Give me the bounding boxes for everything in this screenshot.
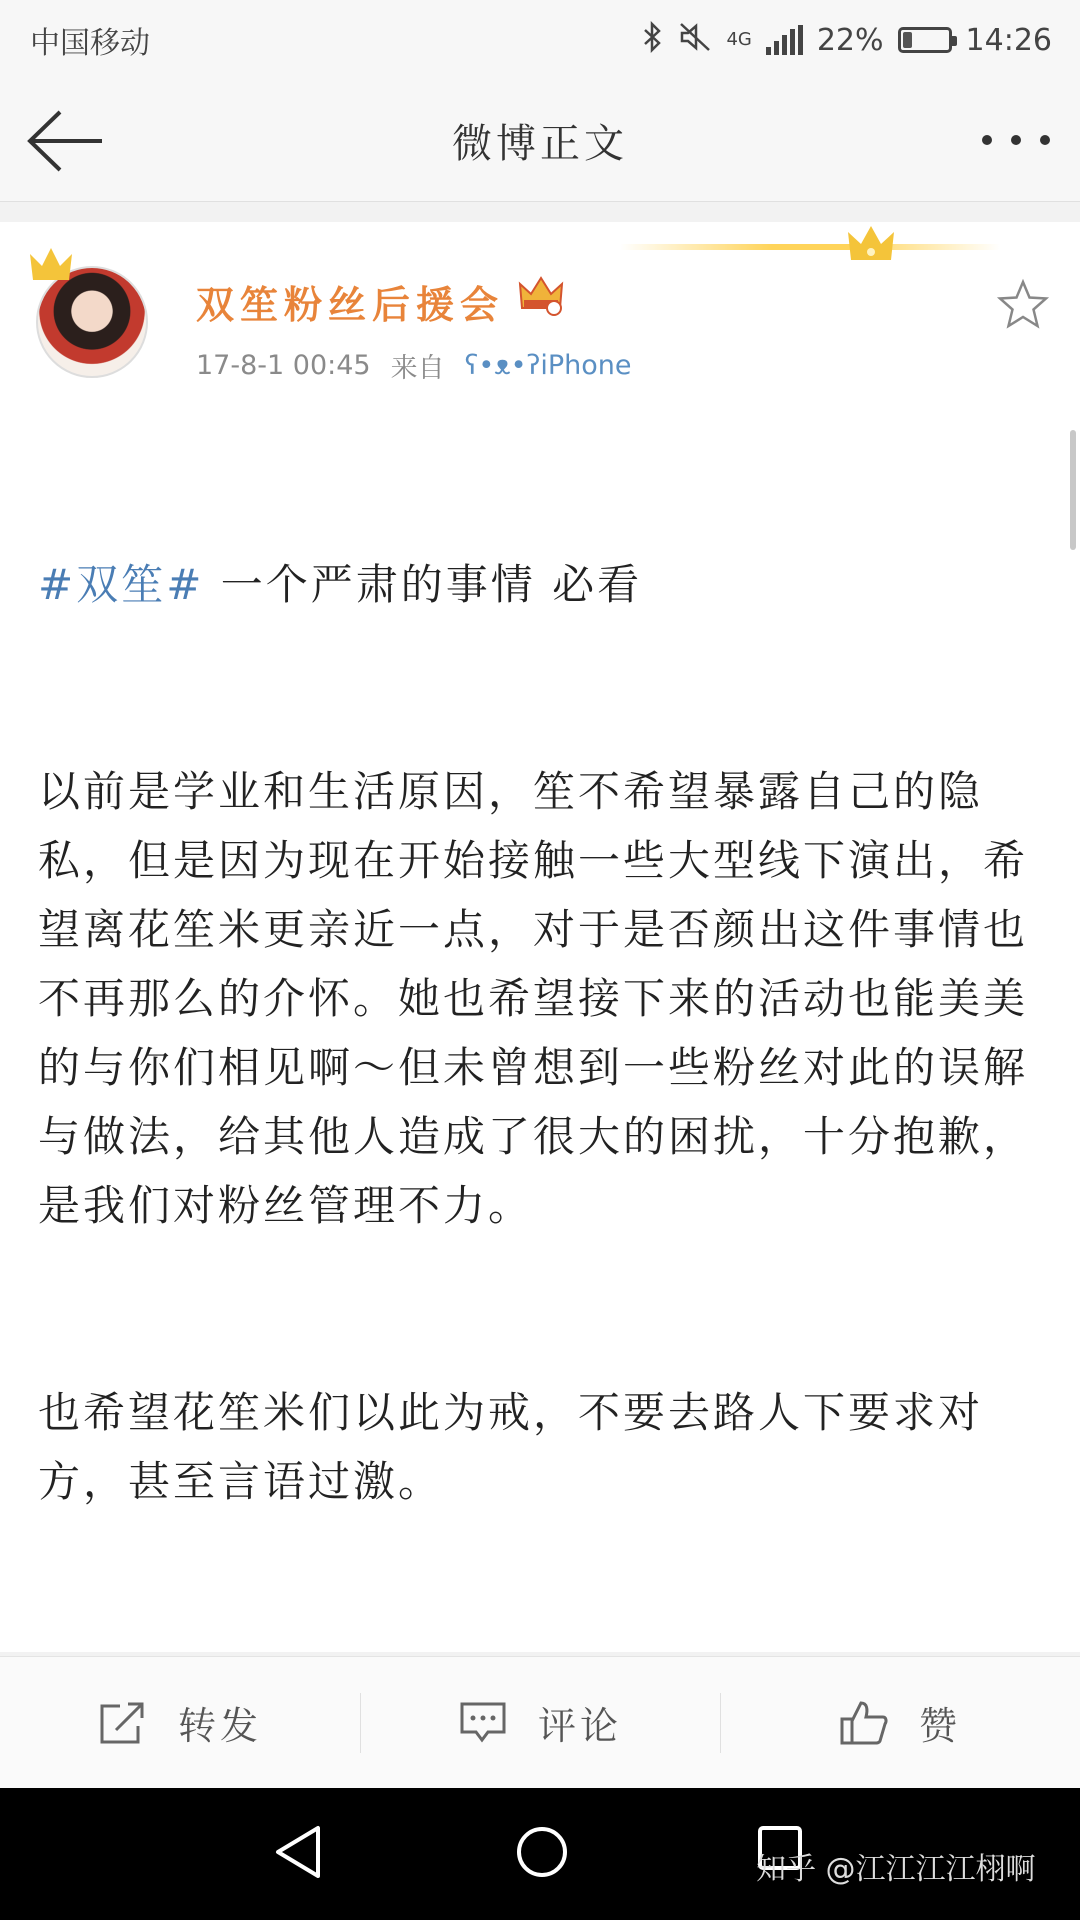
signal-icon bbox=[766, 25, 803, 55]
hashtag-link[interactable]: #双笙# bbox=[38, 560, 205, 609]
like-label: 赞 bbox=[918, 1704, 961, 1748]
source-prefix: 来自 bbox=[390, 353, 445, 384]
network-label: 4G bbox=[726, 29, 752, 50]
status-indicators bbox=[642, 21, 1052, 60]
bluetooth-icon bbox=[642, 21, 664, 60]
author-name[interactable]: 双笙粉丝后援会 bbox=[196, 283, 505, 327]
post-paragraph: 也希望花笙米们以此为戒，不要去路人下要求对方，甚至言语过激。 bbox=[38, 1388, 984, 1506]
back-button[interactable] bbox=[26, 108, 106, 174]
post-meta bbox=[196, 346, 632, 385]
battery-fill bbox=[903, 32, 913, 48]
thumbs-up-icon bbox=[839, 1699, 889, 1747]
crown-icon bbox=[28, 246, 74, 286]
scrollbar[interactable] bbox=[1070, 430, 1076, 550]
decorative-line bbox=[620, 244, 1000, 250]
post-timestamp: 17-8-1 00:45 bbox=[196, 350, 371, 381]
clock: 14:26 bbox=[965, 22, 1052, 58]
comment-button[interactable] bbox=[360, 1657, 720, 1788]
repost-button[interactable] bbox=[0, 1657, 360, 1788]
system-home-icon[interactable] bbox=[512, 1822, 572, 1882]
arrow-left-icon bbox=[26, 108, 106, 174]
post-headline-line bbox=[38, 550, 1038, 619]
post-card bbox=[0, 222, 1080, 1652]
mute-icon bbox=[678, 21, 712, 60]
comment-label: 评论 bbox=[537, 1704, 622, 1748]
battery-icon bbox=[898, 27, 952, 53]
page-title: 微博正文 bbox=[452, 121, 628, 167]
share-icon bbox=[98, 1700, 148, 1746]
repost-label: 转发 bbox=[177, 1704, 262, 1748]
favorite-button[interactable] bbox=[996, 278, 1050, 332]
system-back-icon[interactable] bbox=[270, 1822, 330, 1882]
star-outline-icon bbox=[996, 278, 1050, 332]
nav-bar bbox=[0, 80, 1080, 202]
post-text bbox=[38, 412, 1038, 1652]
system-nav-bar bbox=[0, 1788, 1080, 1920]
comment-icon bbox=[458, 1700, 508, 1746]
status-bar bbox=[0, 0, 1080, 80]
carrier-label: 中国移动 bbox=[30, 26, 150, 61]
more-dots-icon bbox=[982, 135, 992, 145]
like-button[interactable] bbox=[720, 1657, 1080, 1788]
action-bar bbox=[0, 1656, 1080, 1788]
post-headline: 一个严肃的事情 必看 bbox=[204, 560, 643, 609]
crown-icon bbox=[846, 222, 896, 268]
watermark: 知乎 @江江江江栩啊 bbox=[756, 1852, 1036, 1887]
vip-crown-icon[interactable] bbox=[518, 274, 564, 316]
avatar[interactable] bbox=[28, 246, 158, 376]
post-source[interactable]: ʕ•ᴥ•ʔiPhone bbox=[464, 350, 632, 381]
post-paragraph: 以前是学业和生活原因，笙不希望暴露自己的隐私，但是因为现在开始接触一些大型线下演出，希望离花笙米更亲近一点，对于是否颜出这件事情也不再那么的介怀。她也希望接下来的活动也能美美的与你们相见啊～但未曾想到一些粉丝对此的误解与做法，给其他人造成了很大的困扰，十分抱歉，是我们对粉丝管理不力。 bbox=[38, 767, 1029, 1230]
battery-percent: 22% bbox=[816, 22, 884, 58]
more-button[interactable] bbox=[976, 120, 1056, 160]
